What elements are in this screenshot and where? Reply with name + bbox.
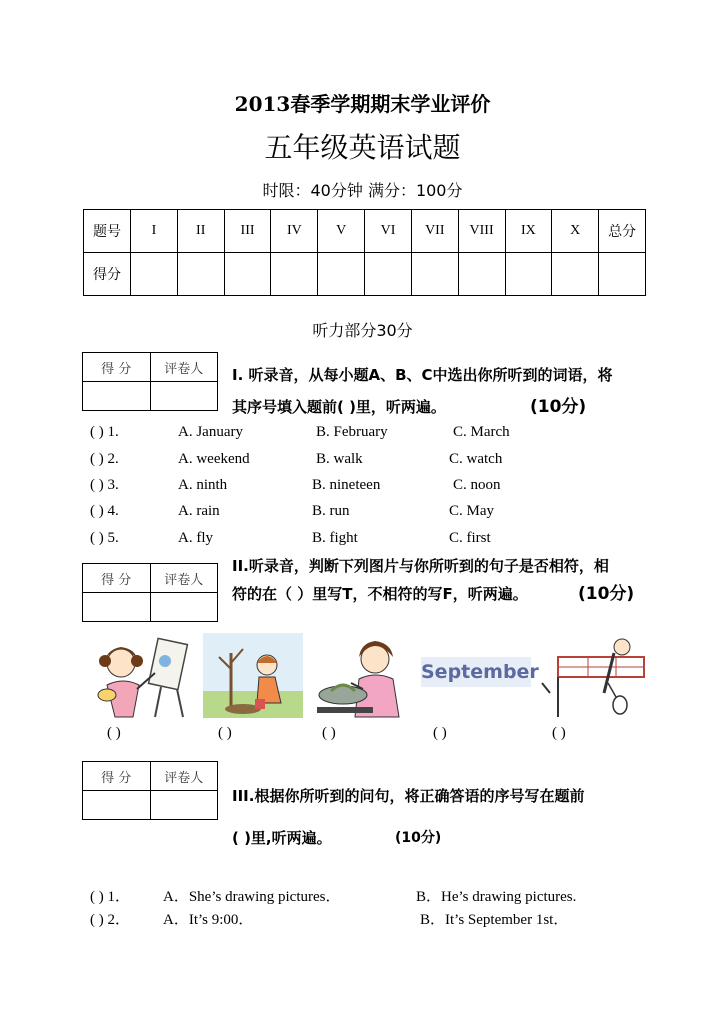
- option-a: A. weekend: [178, 451, 250, 467]
- option-a: A．She’s drawing pictures．: [163, 889, 341, 905]
- option-b: B．He’s drawing pictures.: [416, 889, 577, 905]
- score-header-row: [84, 210, 646, 253]
- grader-score-label: 得 分: [83, 564, 151, 593]
- september-word: September: [421, 661, 539, 683]
- score-header-cell: IV: [271, 210, 318, 253]
- score-blank-cell[interactable]: [224, 253, 271, 296]
- exam-meta: 时限：40分钟 满分：100分: [262, 181, 463, 200]
- score-header-cell: IX: [505, 210, 552, 253]
- score-blank-cell[interactable]: [271, 253, 318, 296]
- score-header-cell: VI: [365, 210, 412, 253]
- option-c: C. March: [453, 424, 510, 440]
- score-header-cell: VIII: [458, 210, 505, 253]
- option-b: B. February: [316, 424, 388, 440]
- grader-box-3: [82, 761, 218, 820]
- option-a: A. January: [178, 424, 243, 440]
- grader-box-2: [82, 563, 218, 622]
- score-blank-cell[interactable]: [505, 253, 552, 296]
- woman-cooking-picture: [315, 633, 415, 718]
- listening-section-title: 听力部分30分: [312, 321, 413, 340]
- score-header-cell: VII: [411, 210, 458, 253]
- option-a: A．It’s 9:00．: [163, 912, 254, 928]
- answer-blank[interactable]: ( ): [552, 725, 566, 741]
- score-blank-cell[interactable]: [318, 253, 365, 296]
- score-header-cell: X: [552, 210, 599, 253]
- answer-blank[interactable]: ( ) 2．: [90, 912, 130, 928]
- option-a: A. rain: [178, 503, 220, 519]
- grader-score-label: 得 分: [83, 762, 151, 791]
- score-header-cell: 题号: [84, 210, 131, 253]
- girl-planting-tree-picture: [203, 633, 303, 718]
- option-b: B. nineteen: [312, 477, 381, 493]
- option-a: A. ninth: [178, 477, 228, 493]
- score-header-cell: II: [177, 210, 224, 253]
- answer-blank[interactable]: ( ): [218, 725, 232, 741]
- section2-points: (10分): [578, 584, 635, 604]
- score-row-label: 得分: [84, 253, 131, 296]
- section2-instruction-line2: 符的在（ ）里写T，不相符的写F，听两遍。: [232, 585, 528, 603]
- option-a: A. fly: [178, 530, 213, 546]
- score-header-cell: I: [131, 210, 178, 253]
- section3-instruction-line2: ( )里,听两遍。: [232, 829, 332, 847]
- score-blank-cell[interactable]: [131, 253, 178, 296]
- score-blank-cell[interactable]: [599, 253, 646, 296]
- option-c: C. noon: [453, 477, 501, 493]
- answer-blank[interactable]: ( ): [433, 725, 447, 741]
- answer-blank[interactable]: ( ) 3.: [90, 477, 119, 493]
- score-blank-cell[interactable]: [552, 253, 599, 296]
- grader-score-blank[interactable]: [83, 382, 151, 411]
- section1-points: (10分): [530, 397, 587, 417]
- score-blank-cell[interactable]: [411, 253, 458, 296]
- girl-painting-picture: [85, 633, 195, 718]
- exam-term-title: 2013春季学期期末学业评价: [234, 92, 491, 116]
- option-c: C. first: [449, 530, 491, 546]
- grader-reviewer-label: 评卷人: [150, 564, 218, 593]
- grader-reviewer-blank[interactable]: [150, 791, 218, 820]
- grader-score-blank[interactable]: [83, 791, 151, 820]
- score-header-cell: 总分: [599, 210, 646, 253]
- grader-box-1: [82, 352, 218, 411]
- answer-blank[interactable]: ( ) 4.: [90, 503, 119, 519]
- section3-instruction-line1: III.根据你所听到的问句，将正确答语的序号写在题前: [232, 787, 585, 805]
- answer-blank[interactable]: ( ) 5.: [90, 530, 119, 546]
- option-c: C. May: [449, 503, 494, 519]
- section1-instruction-line1: I. 听录音，从每小题A、B、C中选出你所听到的词语，将: [232, 366, 613, 384]
- score-blank-cell[interactable]: [365, 253, 412, 296]
- grader-score-blank[interactable]: [83, 593, 151, 622]
- section2-instruction-line1: II.听录音，判断下列图片与你所听到的句子是否相符，相: [232, 557, 609, 575]
- answer-blank[interactable]: ( ) 1.: [90, 424, 119, 440]
- answer-blank[interactable]: ( ) 2.: [90, 451, 119, 467]
- answer-blank[interactable]: ( ) 1．: [90, 889, 130, 905]
- option-b: B. run: [312, 503, 350, 519]
- score-table: [83, 209, 646, 296]
- exam-title: 五年级英语试题: [264, 131, 461, 164]
- option-b: B．It’s September 1st．: [420, 912, 569, 928]
- section1-instruction-line2: 其序号填入题前( )里，听两遍。: [232, 398, 446, 416]
- answer-blank[interactable]: ( ): [322, 725, 336, 741]
- grader-reviewer-blank[interactable]: [150, 593, 218, 622]
- playing-badminton-picture: [528, 633, 646, 718]
- grader-reviewer-blank[interactable]: [150, 382, 218, 411]
- grader-reviewer-label: 评卷人: [150, 353, 218, 382]
- option-c: C. watch: [449, 451, 503, 467]
- grader-reviewer-label: 评卷人: [150, 762, 218, 791]
- score-header-cell: III: [224, 210, 271, 253]
- september-picture: [421, 657, 539, 687]
- score-blank-cell[interactable]: [458, 253, 505, 296]
- score-value-row: [84, 253, 646, 296]
- score-header-cell: V: [318, 210, 365, 253]
- score-blank-cell[interactable]: [177, 253, 224, 296]
- answer-blank[interactable]: ( ): [107, 725, 121, 741]
- option-b: B. walk: [316, 451, 363, 467]
- option-b: B. fight: [312, 530, 358, 546]
- grader-score-label: 得 分: [83, 353, 151, 382]
- section3-points: (10分): [395, 830, 442, 846]
